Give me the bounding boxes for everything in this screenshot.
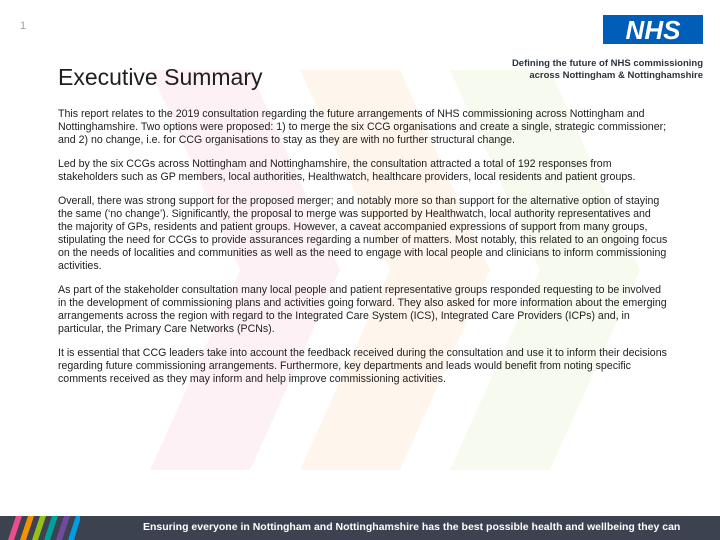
paragraph: This report relates to the 2019 consultation regarding the future arrangements of NHS commissioning across Nottingham and Nottinghamshire. Two options were proposed: 1) to merge the six CCG organisations and create a single, strategic commissioner; and 2) no change, i.e. for CCG organisations to stay as they are with no further structural change. (58, 108, 667, 146)
svg-text:NHS: NHS (625, 15, 681, 44)
paragraph: As part of the stakeholder consultation many local people and patient representative groups responded requesting to be involved in the development of commissioning plans and activities going forward. They also asked for more information about the emerging arrangements across the region with regard to the Integrated Care System (ICS), Integrated Care Providers (ICPs) and, in particular, the Primary Care Networks (PCNs). (58, 284, 667, 335)
paragraph: Led by the six CCGs across Nottingham and Nottinghamshire, the consultation attracted a total of 192 responses from stakeholders such as GP members, local authorities, Healthwatch, healthcare providers, local residents and patient groups. (58, 158, 636, 183)
paragraph: Overall, there was strong support for the proposed merger; and notably more so than support for the alternative option of staying the same (‘no change’). Significantly, the proposal to merge was supported by Healthwatch, local authority representatives and the majority of GPs, residents and patient groups. However, a caveat accompanied expressions of support from many groups, stipulating the need for CCGs to provide assurances regarding a number of matters. Most notably, this related to an ongoing focus on the needs of localities and communities as well as the need to engage with local people and clinicians to inform commissioning activities. (58, 195, 668, 272)
page-subtitle: Defining the future of NHS commissioning across Nottingham & Nottinghamshire (511, 58, 703, 81)
page-title: Executive Summary (58, 64, 263, 90)
footer-bar (0, 516, 720, 540)
nhs-logo (603, 15, 703, 44)
page-number: 1 (20, 20, 27, 32)
footer-tagline: Ensuring everyone in Nottingham and Nottinghamshire has the best possible health and wellbeing they can (143, 521, 681, 533)
executive-summary-body (58, 108, 668, 397)
footer-stripes-decoration (8, 516, 80, 540)
paragraph: It is essential that CCG leaders take into account the feedback received during the consultation and use it to inform their decisions regarding future commissioning arrangements. Furthermore, key departments and leads would benefit from noting specific comments received as they may inform and help improve commissioning activities. (58, 347, 667, 385)
